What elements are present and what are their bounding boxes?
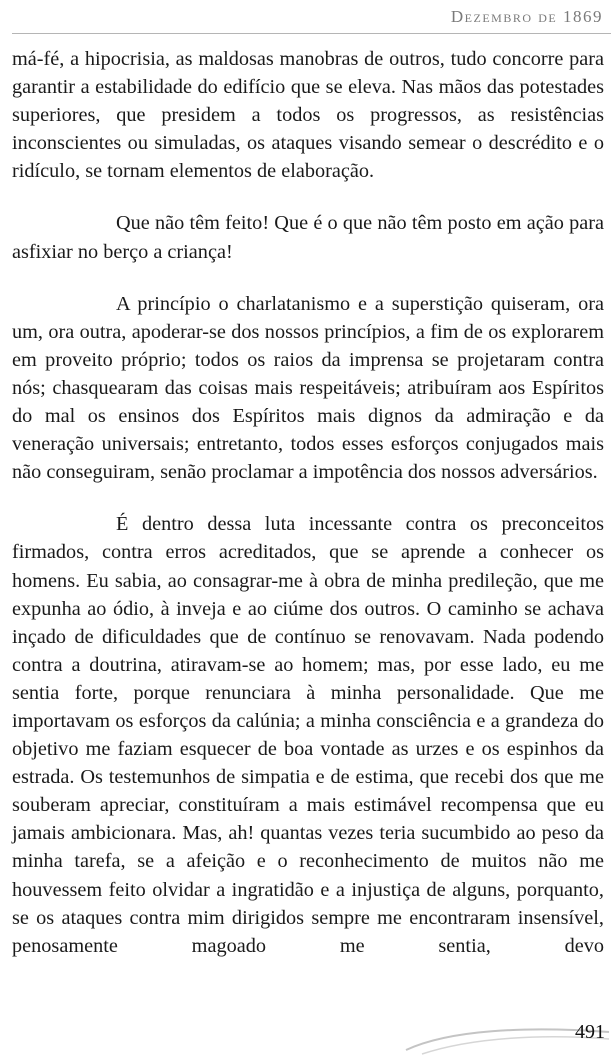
paragraph-4: É dentro dessa luta incessante contra os preconceitos firmados, contra erros acreditados, que se aprende a conhecer os homens. Eu sabia, ao consagrar-me à obra de minha predileção, que me expunha ao ódio, à inveja e ao ciúme dos outros. O caminho se achava inçado de dificuldades que de contínuo se renovavam. Nada podendo contra a doutrina, atiravam-se ao homem; mas, por esse lado, eu me sentia forte, porque renunciara à minha personalidade. Que me importavam os esforços da calúnia; a minha consciência e a grandeza do objetivo me faziam esquecer de boa vontade as urzes e os espinhos da estrada. Os testemunhos de simpatia e de estima, que recebi dos que me souberam apreciar, constituíram a mais estimável recompensa que eu jamais ambicionara. Mas, ah! quantas vezes teria sucumbido ao peso da minha tarefa, se a afeição e o reconhecimento de muitos não me houvessem feito olvidar a ingratidão e a injustiça de alguns, porquanto, se os ataques contra mim dirigidos sempre me encontraram insensível, penosamente magoado me sentia, devo	[12, 513, 604, 957]
paragraph-2: Que não têm feito! Que é o que não têm posto em ação para asfixiar no berço a criança!	[12, 212, 604, 263]
paragraph-1: má-fé, a hipocrisia, as maldosas manobras de outros, tudo concorre para garantir a estabilidade do edifício que se eleva. Nas mãos das potestades superiores, que presidem a todos os progressos, as resistências inconscientes ou simuladas, os ataques visando semear o descrédito e o ridículo, se tornam elementos de elaboração.	[12, 48, 604, 183]
header-rule	[12, 33, 611, 34]
paragraph-3: A princípio o charlatanismo e a superstição quiseram, ora um, ora outra, apoderar-se dos nossos princípios, a fim de os explorarem em proveito próprio; todos os raios da imprensa se projetaram contra nós; chasquearam das coisas mais respeitáveis; atribuíram aos Espíritos do mal os ensinos dos Espíritos mais dignos da admiração e da veneração universais; entretanto, todos esses esforços conjugados mais não conseguiram, senão proclamar a impotência dos nossos adversários.	[12, 292, 604, 484]
running-head: Dezembro de 1869	[450, 7, 603, 26]
page-number: 491	[575, 1021, 605, 1043]
page-body	[12, 45, 604, 960]
